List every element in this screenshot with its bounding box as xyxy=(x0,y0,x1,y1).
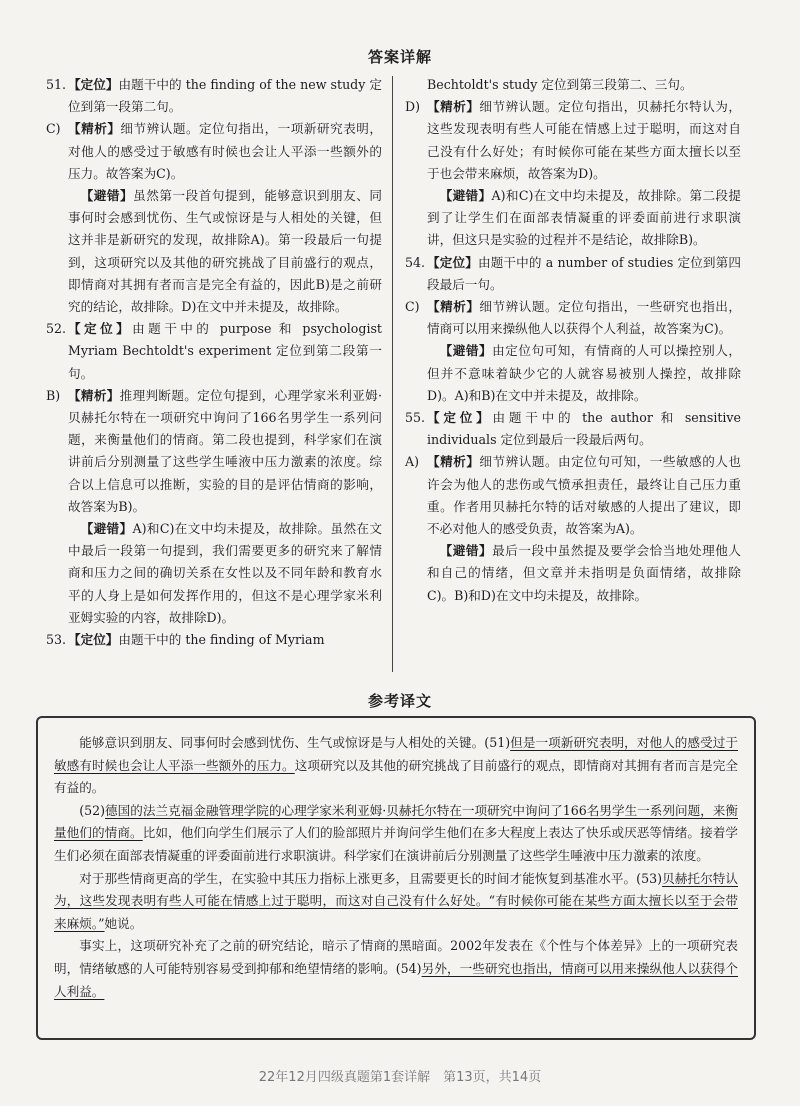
answer-letter: A) xyxy=(405,454,420,470)
analysis-tag: 【精析】 xyxy=(427,454,480,470)
q53-analysis xyxy=(405,96,741,185)
q52-analysis xyxy=(46,385,382,518)
q51-locate xyxy=(46,74,382,118)
locate-text: 由题干中的 the finding of Myriam xyxy=(118,632,325,648)
translation-paragraph-1: 能够意识到朋友、同事何时会感到忧伤、生气或惊讶是与人相处的关键。(51)但是一项新研究表明，对他人的感受过于敏感有时候也会让人平添一些额外的压力。这项研究以及其他的研究挑战了目前盛行的观点，即情商对其拥有者而言是完全有益的。 xyxy=(54,735,739,796)
page-footer: 22年12月四级真题第1套详解 第13页，共14页 xyxy=(258,1070,542,1085)
analysis-text: 细节辨认题。定位句指出，贝赫托尔特认为，这些发现表明有些人可能在情感上过于聪明，而这对自己没有什么好处；有时候你可能在某些方面太擅长以至于也会带来麻烦，故答案为D)。 xyxy=(427,99,742,181)
avoid-tag: 【避错】 xyxy=(439,188,492,204)
translation-paragraph-3: 对于那些情商更高的学生，在实验中其压力指标上涨更多，且需要更长的时间才能恢复到基准水平。(53)贝赫托尔特认为，这些发现表明有些人可能在情感上过于聪明，而这对自己没有什么好处。“有时候你可能在某些方面太擅长以至于会带来麻烦。”她说。 xyxy=(54,870,739,931)
q55-locate xyxy=(405,407,741,451)
underlined-sentence: 另外，一些研究也指出，情商可以用来操纵他人以获得个人利益。 xyxy=(54,960,739,999)
locate-text: 由题干中的 a number of studies 定位到第四段最后一句。 xyxy=(427,254,742,292)
translation-title: 参考译文 xyxy=(367,692,432,710)
locate-text: 由题干中的 purpose 和 psychologist Myriam Bechtoldt's experiment 定位到第二段第一句。 xyxy=(68,321,382,381)
question-number: 55. xyxy=(405,410,426,426)
locate-tag: 【定位】 xyxy=(427,410,493,426)
avoid-text: 由定位句可知，有情商的人可以操控别人，但并不意味着缺少它的人就容易被别人操控，故排除D)。A)和B)在文中并未提及，故排除。 xyxy=(427,343,742,403)
avoid-tag: 【避错】 xyxy=(439,543,493,559)
underlined-sentence: 贝赫托尔特认为，这些发现表明有些人可能在情感上过于聪明，而这对自己没有什么好处。“有时候你可能在某些方面太擅长以至于会带来麻烦。” xyxy=(54,870,739,931)
avoid-text: 最后一段中虽然提及要学会恰当地处理他人和自己的情绪，但文章并未指明是负面情绪，故排除C)。B)和D)在文中均未提及，故排除。 xyxy=(427,543,742,603)
locate-tag: 【定位】 xyxy=(68,321,133,337)
underlined-sentence: 但是一项新研究表明，对他人的感受过于敏感有时候也会让人平添一些额外的压力。 xyxy=(54,735,739,773)
column-divider xyxy=(392,76,393,672)
avoid-tag: 【避错】 xyxy=(80,188,134,204)
analysis-tag: 【精析】 xyxy=(68,121,121,137)
locate-tag: 【定位】 xyxy=(427,254,478,270)
question-number: 51. xyxy=(46,77,67,92)
avoid-text: A)和C)在文中均未提及，故排除。虽然在文中最后一段第一句提到，我们需要更多的研究来了解情商和压力之间的确切关系在女性以及不同年龄和教育水平的人身上是如何发挥作用的，但这不是心理学家米利亚姆实验的内容，故排除D)。 xyxy=(68,521,383,625)
q54-analysis xyxy=(405,296,741,340)
underlined-sentence: 德国的法兰克福金融管理学院的心理学家米利亚姆·贝赫托尔特在一项研究中询问了166名男学生一系列问题，来衡量他们的情商。 xyxy=(54,802,738,841)
q55-analysis xyxy=(405,451,741,540)
question-number: 54. xyxy=(405,254,426,270)
translation-box xyxy=(36,716,756,1040)
q51-analysis xyxy=(46,118,382,185)
q51-avoid xyxy=(46,185,382,318)
answer-explanation-title: 答案详解 xyxy=(367,48,432,66)
left-column xyxy=(46,74,382,651)
analysis-tag: 【精析】 xyxy=(427,299,480,315)
analysis-text: 细节辨认题。定位句指出，一些研究也指出，情商可以用来操纵他人以获得个人利益，故答案为C)。 xyxy=(427,299,742,337)
analysis-text: 推理判断题。定位句提到，心理学家米利亚姆·贝赫托尔特在一项研究中询问了166名男学生一系列问题，来衡量他们的情商。第二段也提到，科学家们在演讲前后分别测量了这些学生唾液中压力激素的浓度。综合以上信息可以推断，实验的目的是评估情商的影响，故答案为B)。 xyxy=(68,387,382,514)
q54-locate xyxy=(405,252,741,296)
avoid-tag: 【避错】 xyxy=(80,521,133,537)
q54-avoid xyxy=(405,340,741,407)
question-number: 52. xyxy=(46,321,67,337)
translation-paragraph-4: 事实上，这项研究补充了之前的研究结论，暗示了情商的黑暗面。2002年发表在《个性与个体差异》上的一项研究表明，情绪敏感的人可能特别容易受到抑郁和绝望情绪的影响。(54)另外，一些研究也指出，情商可以用来操纵他人以获得个人利益。 xyxy=(54,938,739,999)
avoid-text: A)和C)在文中均未提及，故排除。第二段提到了让学生们在面部表情凝重的评委面前进行求职演讲，但这只是实验的过程并不是结论，故排除B)。 xyxy=(427,188,742,248)
analysis-text: 细节辨认题。由定位句可知，一些敏感的人也许会为他人的悲伤或气愤承担责任，最终让自己压力重重。作者用贝赫托尔特的话对敏感的人提出了建议，即不必对他人的感受负责，故答案为A)。 xyxy=(427,454,742,537)
locate-text: 由题干中的 the finding of the new study 定位到第一段第二句。 xyxy=(68,77,382,115)
q53-locate-continued: Bechtoldt's study 定位到第三段第二、三句。 xyxy=(427,77,693,92)
q52-avoid xyxy=(46,518,382,629)
avoid-tag: 【避错】 xyxy=(439,343,493,359)
avoid-text: 虽然第一段首句提到，能够意识到朋友、同事何时会感到忧伤、生气或惊讶是与人相处的关键，但这并非是新研究的发现，故排除A)。第一段最后一句提到，这项研究以及其他的研究挑战了目前盛行的观点，即情商对其拥有者而言是完全有益的，因此B)是之前研究的结论，故排除。D)在文中并未提及，故排除。 xyxy=(68,188,383,315)
q55-avoid xyxy=(405,540,741,607)
q53-locate xyxy=(46,629,382,651)
locate-tag: 【定位】 xyxy=(68,77,119,92)
locate-tag: 【定位】 xyxy=(68,632,119,648)
analysis-tag: 【精析】 xyxy=(68,387,120,403)
right-column xyxy=(405,74,741,607)
question-number: 53. xyxy=(46,632,67,648)
analysis-tag: 【精析】 xyxy=(427,99,480,115)
q52-locate xyxy=(46,318,382,385)
locate-text: 由题干中的 the author 和 sensitive individuals 定位到最后一段最后两句。 xyxy=(427,410,741,448)
translation-paragraph-2: (52)德国的法兰克福金融管理学院的心理学家米利亚姆·贝赫托尔特在一项研究中询问了166名男学生一系列问题，来衡量他们的情商。比如，他们向学生们展示了人们的脸部照片并询问学生他们在多大程度上表达了快乐或厌恶等情绪。接着学生们必须在面部表情凝重的评委面前进行求职演讲。科学家们在演讲前后分别测量了这些学生唾液中压力激素的浓度。 xyxy=(54,802,739,863)
analysis-text: 细节辨认题。定位句指出，一项新研究表明，对他人的感受过于敏感有时候也会让人平添一些额外的压力。故答案为C)。 xyxy=(68,121,383,181)
q53-avoid xyxy=(405,185,741,252)
answer-letter: C) xyxy=(46,121,61,137)
answer-letter: C) xyxy=(405,299,420,315)
answer-letter: D) xyxy=(405,99,421,115)
answer-letter: B) xyxy=(46,387,61,403)
